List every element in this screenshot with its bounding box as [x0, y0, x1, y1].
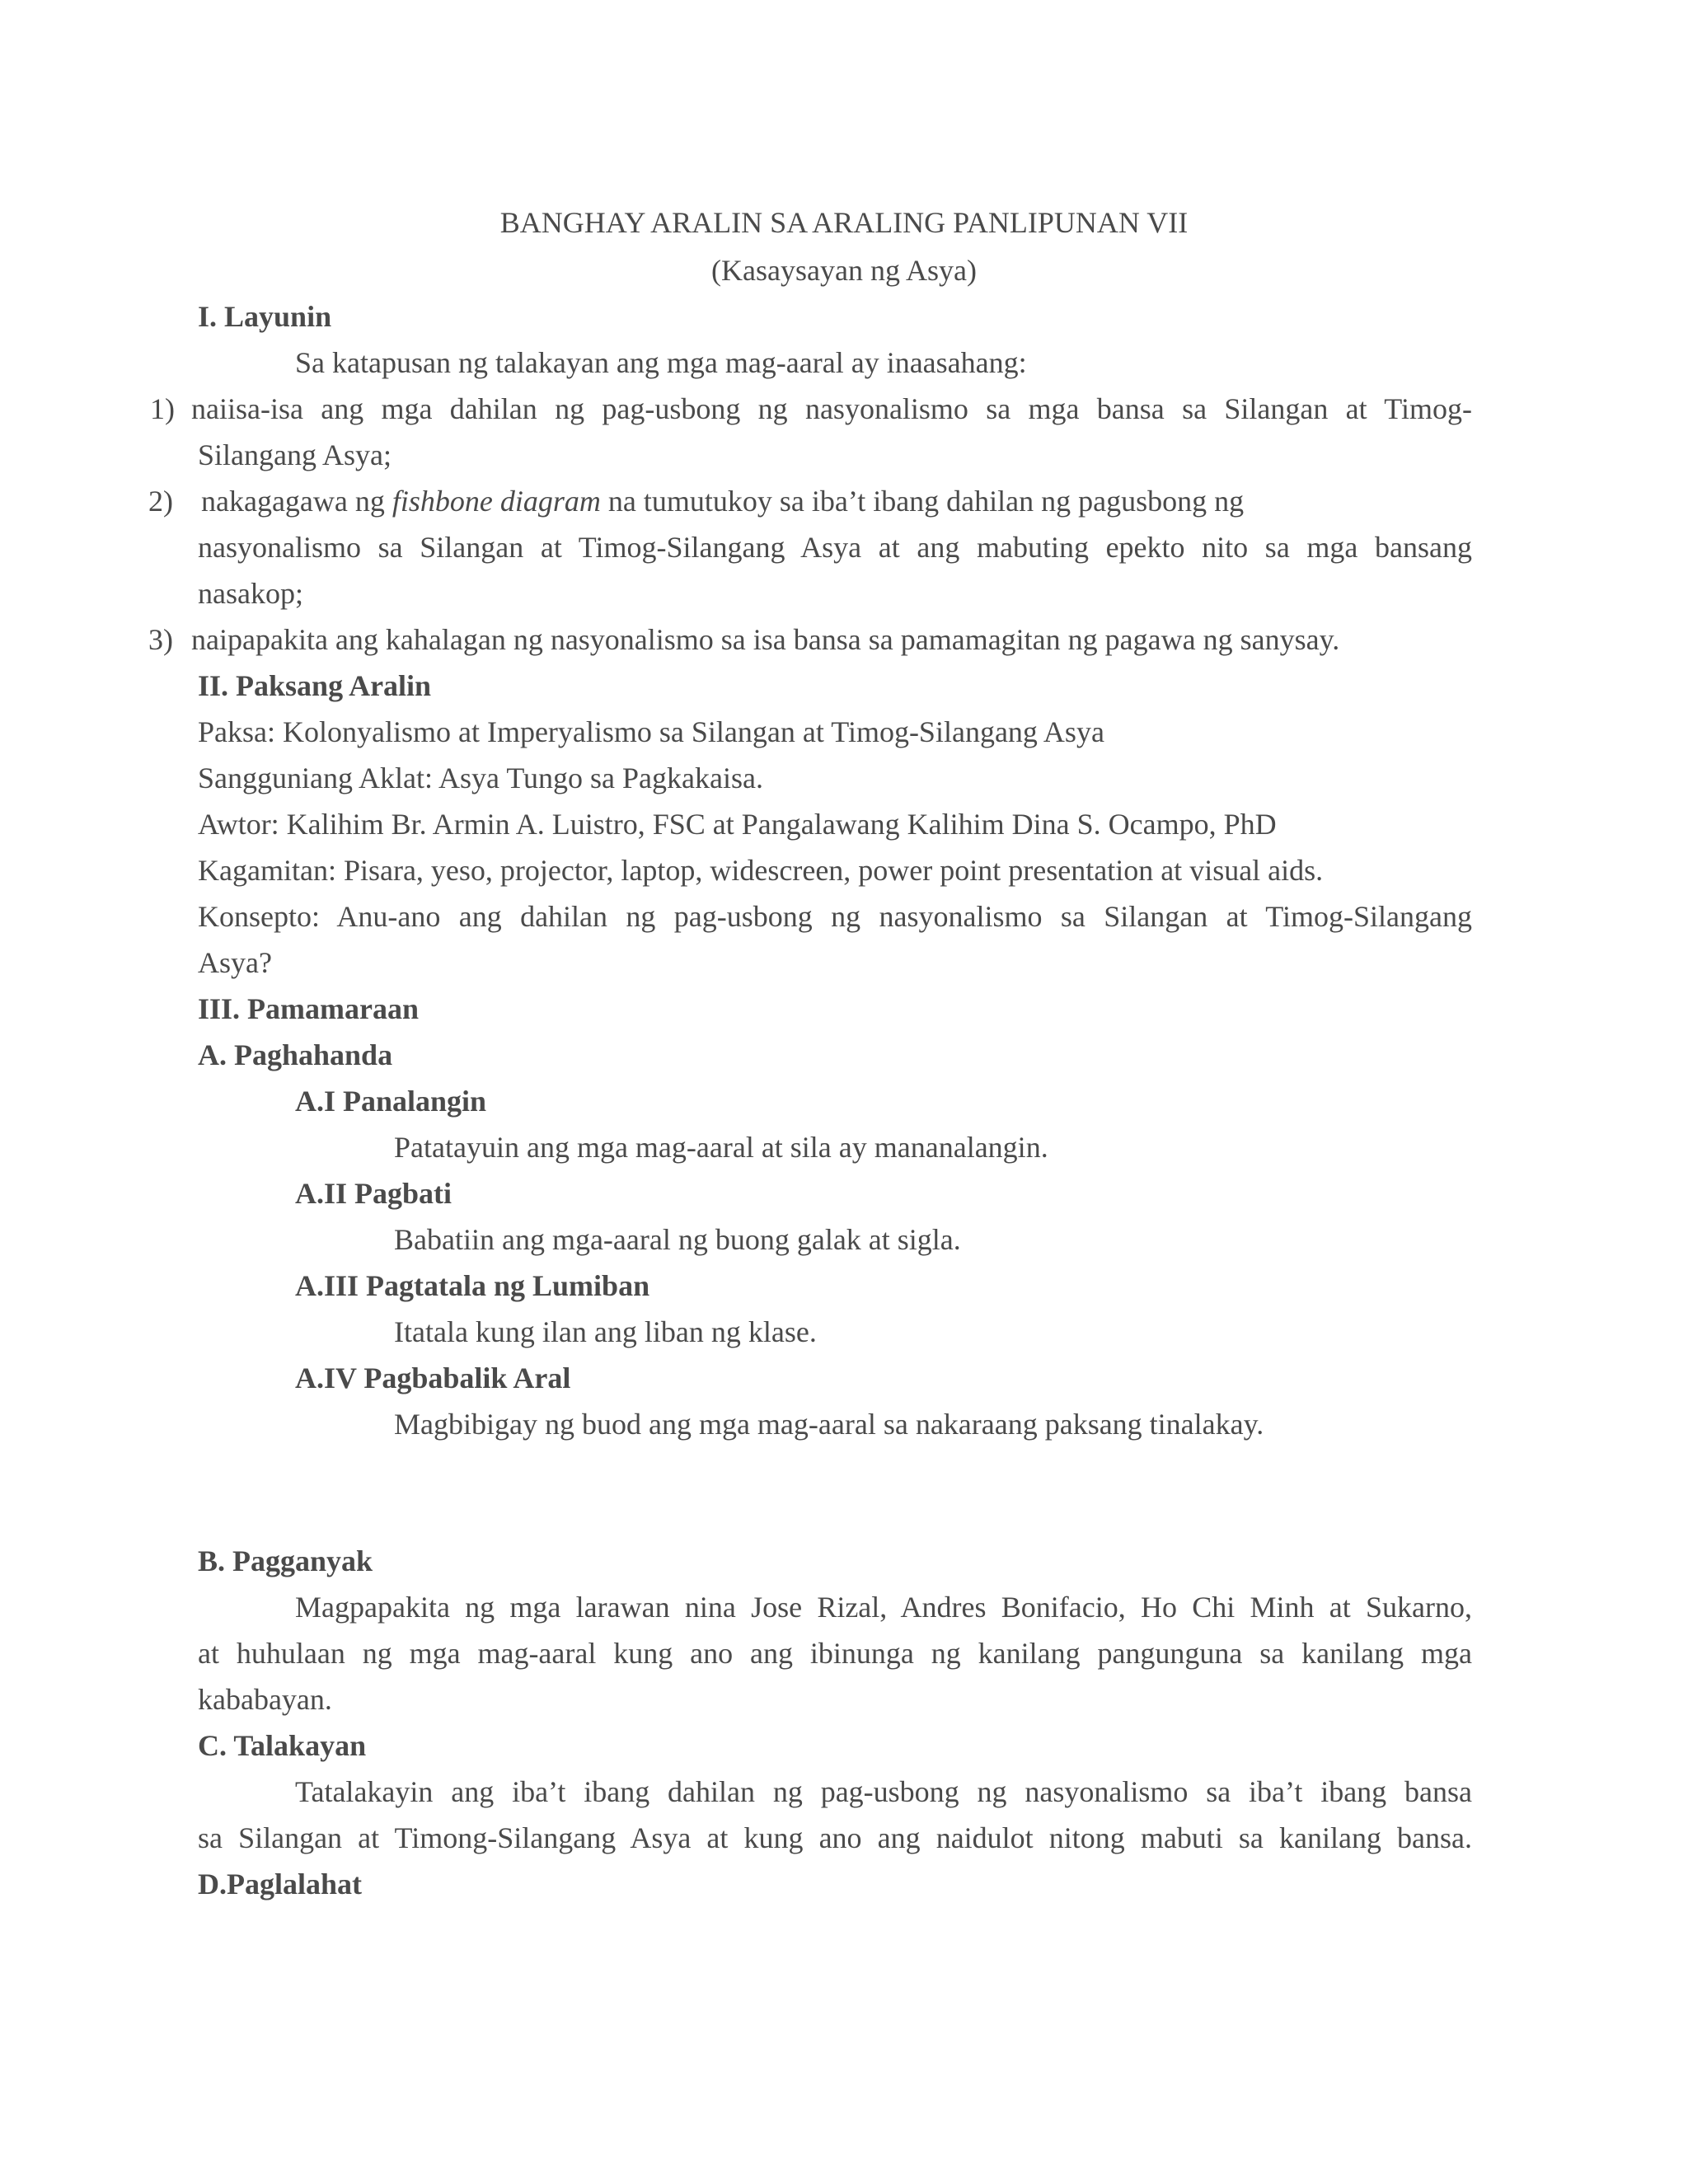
objective-1-line-1: naiisa-isa ang mga dahilan ng pag-usbong ng nasyonalismo sa mga bansa sa Silangan at Timog- [191, 392, 1472, 425]
objective-2-italic: fishbone diagram [392, 485, 601, 518]
subsection-heading-paglalahat: D.Paglalahat [198, 1868, 363, 1900]
kagamitan-line: Kagamitan: Pisara, yeso, projector, laptop, widescreen, power point presentation at visual aids. [198, 854, 1324, 887]
item-heading-pagbati: A.II Pagbati [295, 1177, 452, 1210]
subsection-heading-talakayan: C. Talakayan [198, 1729, 367, 1762]
subsection-heading-pagganyak: B. Pagganyak [198, 1544, 373, 1577]
item-text-panalangin: Patatayuin ang mga mag-aaral at sila ay mananalangin. [394, 1131, 1048, 1164]
item-text-pagbati: Babatiin ang mga-aaral ng buong galak at sigla. [394, 1223, 961, 1256]
pagganyak-line-2: at huhulaan ng mga mag-aaral kung ano ang ibinunga ng kanilang pangunguna sa kanilang mga [198, 1637, 1472, 1670]
objective-1-line-2: Silangang Asya; [198, 438, 392, 471]
item-heading-pagtatala: A.III Pagtatala ng Lumiban [295, 1269, 650, 1302]
objective-2-line-1 [201, 483, 1472, 519]
objective-2-post: na tumutukoy sa iba’t ibang dahilan ng pagusbong ng [607, 485, 1245, 518]
paksa-line: Paksa: Kolonyalismo at Imperyalismo sa Silangan at Timog-Silangang Asya [198, 715, 1104, 748]
awtor-line: Awtor: Kalihim Br. Armin A. Luistro, FSC at Pangalawang Kalihim Dina S. Ocampo, PhD [198, 808, 1277, 841]
item-heading-panalangin: A.I Panalangin [295, 1085, 487, 1118]
objective-2-number: 2) [148, 485, 173, 518]
talakayan-line-1: Tatalakayin ang iba’t ibang dahilan ng pag-usbong ng nasyonalismo sa iba’t ibang bansa [295, 1775, 1472, 1808]
pagganyak-line-1: Magpapakita ng mga larawan nina Jose Rizal, Andres Bonifacio, Ho Chi Minh at Sukarno, [295, 1591, 1472, 1624]
objective-2-line-2: nasyonalismo sa Silangan at Timog-Silangang Asya at ang mabuting epekto nito sa mga bansang [198, 531, 1472, 564]
layunin-intro: Sa katapusan ng talakayan ang mga mag-aaral ay inaasahang: [295, 346, 1027, 379]
section-heading-pamamaraan: III. Pamamaraan [198, 992, 419, 1025]
objective-1-number: 1) [150, 392, 175, 425]
subsection-heading-paghahanda: A. Paghahanda [198, 1038, 393, 1071]
talakayan-line-2: sa Silangan at Timong-Silangang Asya at kung ano ang naidulot nitong mabuti sa kanilang bansa. [198, 1821, 1472, 1854]
objective-2-pre: nakagagawa ng [201, 485, 385, 518]
item-text-pagbabalik-aral: Magbibigay ng buod ang mga mag-aaral sa nakaraang paksang tinalakay. [394, 1408, 1264, 1441]
objective-3-number: 3) [148, 623, 173, 656]
section-heading-paksang-aralin: II. Paksang Aralin [198, 669, 432, 702]
document-subtitle: (Kasaysayan ng Asya) [711, 254, 977, 287]
item-text-pagtatala: Itatala kung ilan ang liban ng klase. [394, 1315, 817, 1348]
konsepto-line-1: Konsepto: Anu-ano ang dahilan ng pag-usbong ng nasyonalismo sa Silangan at Timog-Silangang [198, 900, 1472, 933]
section-heading-layunin: I. Layunin [198, 300, 332, 333]
pagganyak-line-3: kababayan. [198, 1683, 332, 1716]
objective-2-line-3: nasakop; [198, 577, 303, 610]
sanggunian-line: Sangguniang Aklat: Asya Tungo sa Pagkakaisa. [198, 762, 763, 794]
item-heading-pagbabalik-aral: A.IV Pagbabalik Aral [295, 1361, 571, 1394]
objective-3-line-1: naipapakita ang kahalagan ng nasyonalismo sa isa bansa sa pamamagitan ng pagawa ng sanysay. [191, 623, 1340, 656]
konsepto-line-2: Asya? [198, 946, 272, 979]
document-title: BANGHAY ARALIN SA ARALING PANLIPUNAN VII [499, 206, 1189, 239]
